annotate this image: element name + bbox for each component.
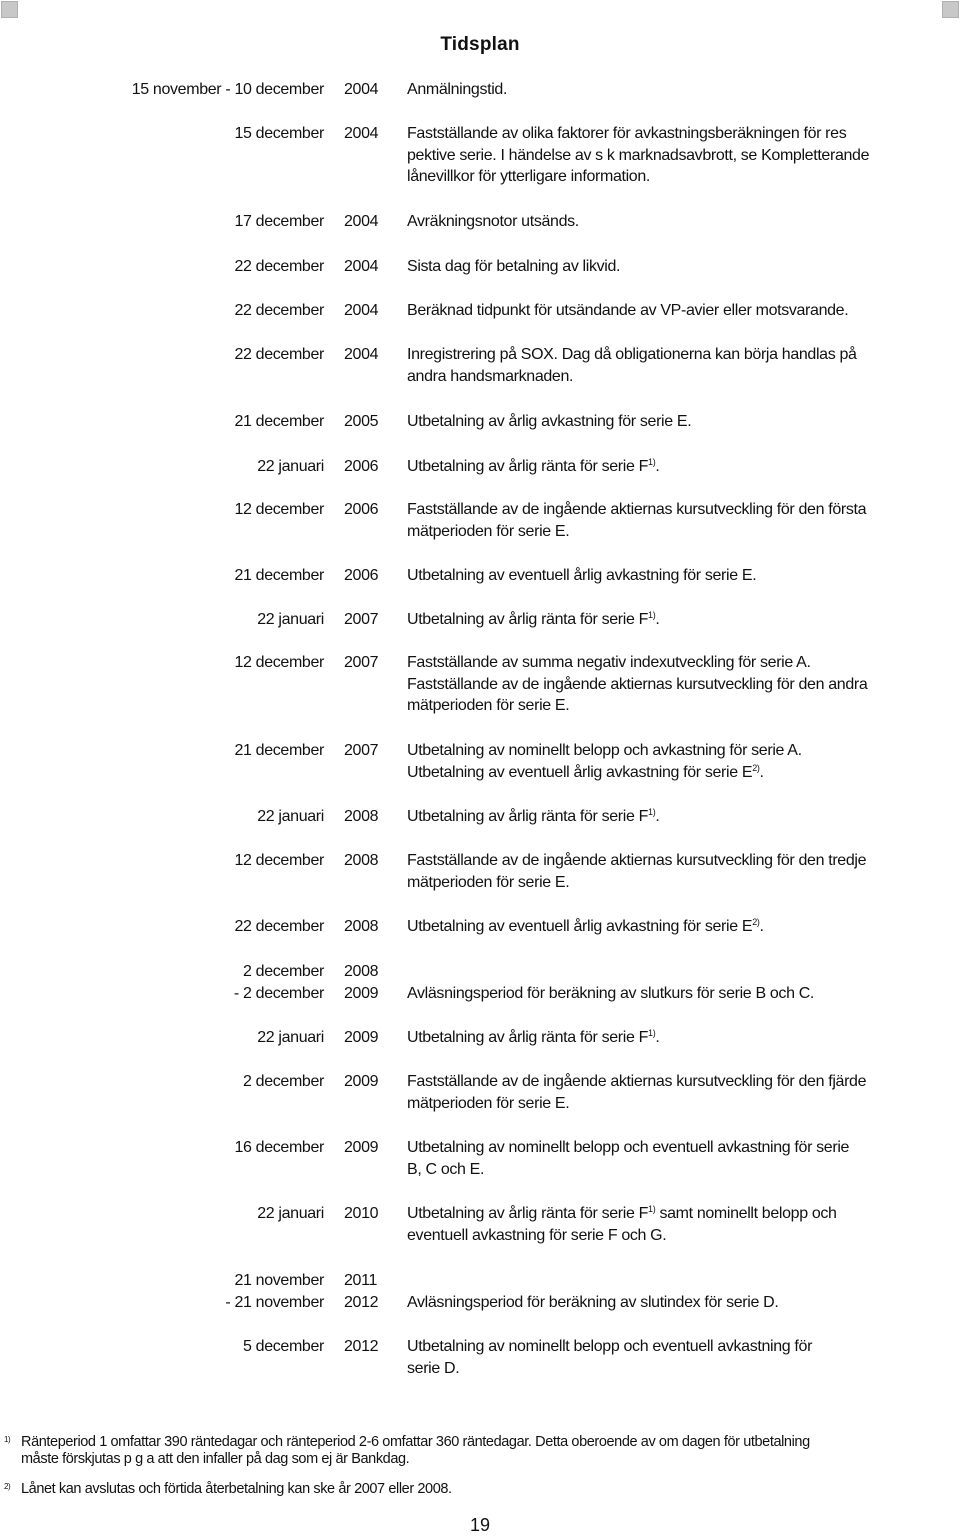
footnote-mark: 2) xyxy=(4,1482,11,1491)
schedule-description xyxy=(407,1071,960,1114)
schedule-date xyxy=(100,300,324,322)
description-text: andra handsmarknaden. xyxy=(407,367,574,385)
description-text: Utbetalning av nominellt belopp och eventuell avkastning för xyxy=(407,1338,813,1355)
date-line: 12 december xyxy=(234,852,324,869)
schedule-description xyxy=(407,565,960,587)
description-text: mätperioden för serie E. xyxy=(407,522,570,540)
schedule-year xyxy=(344,1137,378,1159)
schedule-year xyxy=(344,344,378,366)
description-line xyxy=(407,565,960,587)
description-line xyxy=(407,740,960,762)
year-line: 2004 xyxy=(344,346,379,363)
description-text xyxy=(407,963,411,980)
date-line: 22 december xyxy=(234,258,324,275)
schedule-year xyxy=(344,211,378,233)
schedule-description xyxy=(407,916,960,938)
description-line xyxy=(407,1159,960,1181)
description-line xyxy=(407,1071,960,1093)
schedule-date xyxy=(100,740,324,762)
schedule-year xyxy=(344,300,378,322)
date-line: 16 december xyxy=(234,1139,324,1156)
description-text: Inregistrering på SOX. Dag då obligationerna kan börja handlas på xyxy=(407,346,857,363)
description-line xyxy=(407,1137,960,1159)
schedule-description xyxy=(407,1270,960,1313)
date-line: 21 december xyxy=(234,413,324,430)
year-line: 2009 xyxy=(344,1073,379,1090)
schedule-date xyxy=(100,499,324,521)
description-tail: . xyxy=(655,1029,660,1046)
schedule-description xyxy=(407,1203,960,1246)
description-text xyxy=(407,1272,411,1289)
year-line: 2004 xyxy=(344,302,379,319)
year-line: 2006 xyxy=(344,458,379,475)
year-line: 2008 xyxy=(344,852,379,869)
year-line: 2008 xyxy=(344,918,379,935)
description-text: Fastställande av olika faktorer för avkastningsberäkningen för res xyxy=(407,125,847,142)
description-line xyxy=(407,983,960,1005)
footnote-reference: 1) xyxy=(648,610,656,620)
description-line xyxy=(407,1292,960,1314)
schedule-description xyxy=(407,806,960,828)
description-text: Avläsningsperiod för beräkning av slutindex för serie D. xyxy=(407,1293,779,1311)
schedule-description xyxy=(407,344,960,387)
schedule-year xyxy=(344,652,378,674)
schedule-description xyxy=(407,300,960,322)
description-text: Utbetalning av årlig ränta för serie F xyxy=(407,1029,649,1046)
year-line: 2004 xyxy=(344,213,379,230)
year-line: 2011 xyxy=(344,1272,378,1289)
schedule-date xyxy=(100,123,324,145)
year-line: 2010 xyxy=(344,1205,379,1222)
year-line: 2009 xyxy=(344,1139,379,1156)
description-line xyxy=(407,256,960,278)
description-line xyxy=(407,123,960,145)
schedule-date xyxy=(100,1336,324,1358)
schedule-description xyxy=(407,1336,960,1379)
description-tail: . xyxy=(655,611,660,628)
description-line xyxy=(407,762,960,784)
footnote-line: måste förskjutas p g a att den infaller på dag som ej är Bankdag. xyxy=(21,1451,410,1467)
description-line xyxy=(407,806,960,828)
schedule-description xyxy=(407,1027,960,1049)
year-line: 2012 xyxy=(344,1293,379,1311)
description-tail: samt nominellt belopp och xyxy=(655,1205,837,1222)
footnote-reference: 1) xyxy=(648,457,656,467)
year-line: 2006 xyxy=(344,501,379,518)
description-line xyxy=(407,609,960,631)
schedule-description xyxy=(407,499,960,542)
schedule-description xyxy=(407,961,960,1004)
description-line xyxy=(407,79,960,101)
corner-marker-left xyxy=(1,1,18,18)
footnote-text xyxy=(21,1481,960,1498)
schedule-description xyxy=(407,740,960,783)
date-line: 12 december xyxy=(234,654,324,671)
description-text: Anmälningstid. xyxy=(407,81,508,98)
date-line: 22 januari xyxy=(257,1205,324,1222)
schedule-year xyxy=(344,1203,378,1225)
date-line: 17 december xyxy=(234,213,324,230)
description-text: Sista dag för betalning av likvid. xyxy=(407,258,621,275)
date-line: 22 januari xyxy=(257,1029,324,1046)
date-line: - 21 november xyxy=(225,1293,324,1311)
footnote-reference: 2) xyxy=(752,917,760,927)
description-text: mätperioden för serie E. xyxy=(407,1094,570,1112)
year-line: 2007 xyxy=(344,654,379,671)
schedule-date xyxy=(100,344,324,366)
schedule-year xyxy=(344,850,378,872)
description-line xyxy=(407,916,960,938)
description-text: mätperioden för serie E. xyxy=(407,697,570,714)
schedule-date xyxy=(100,411,324,433)
description-line xyxy=(407,961,960,983)
description-text: Utbetalning av eventuell årlig avkastning för serie E. xyxy=(407,567,757,584)
description-text: Utbetalning av nominellt belopp och eventuell avkastning för serie xyxy=(407,1139,850,1156)
description-text: Utbetalning av eventuell årlig avkastning för serie E xyxy=(407,918,753,935)
corner-marker-right xyxy=(942,1,959,18)
footnote-reference: 2) xyxy=(752,762,760,773)
schedule-year xyxy=(344,609,378,631)
schedule-year xyxy=(344,1071,378,1093)
date-line: 2 december xyxy=(243,1073,324,1090)
date-line: 22 december xyxy=(234,918,324,935)
description-tail: . xyxy=(655,458,660,475)
description-text: Fastställande av de ingående aktiernas kursutveckling för den andra xyxy=(407,675,868,693)
description-line xyxy=(407,1027,960,1049)
footnote-line: Ränteperiod 1 omfattar 390 räntedagar och ränteperiod 2-6 omfattar 360 räntedagar. Detta oberoende av om dagen för utbetalning xyxy=(21,1434,810,1450)
schedule-year xyxy=(344,565,378,587)
date-line: 12 december xyxy=(234,501,324,518)
schedule-date xyxy=(100,1071,324,1093)
schedule-description xyxy=(407,1137,960,1180)
schedule-date xyxy=(100,652,324,674)
description-line xyxy=(407,1336,960,1358)
description-text: Fastställande av de ingående aktiernas kursutveckling för den fjärde xyxy=(407,1073,867,1090)
year-line: 2009 xyxy=(344,1029,379,1046)
description-text: Utbetalning av årlig ränta för serie F xyxy=(407,808,649,825)
schedule-year xyxy=(344,1027,378,1049)
description-line xyxy=(407,300,960,322)
schedule-date xyxy=(100,1203,324,1225)
description-line xyxy=(407,872,960,894)
description-line xyxy=(407,456,960,478)
schedule-description xyxy=(407,411,960,433)
schedule-year xyxy=(344,499,378,521)
date-line: 21 december xyxy=(234,567,324,584)
description-line xyxy=(407,674,960,696)
date-line: 15 december xyxy=(234,125,324,142)
schedule-description xyxy=(407,850,960,893)
schedule-date xyxy=(100,1027,324,1049)
schedule-date xyxy=(100,79,324,101)
description-text: Avräkningsnotor utsänds. xyxy=(407,213,579,230)
description-line xyxy=(407,1225,960,1247)
footnote-reference: 1) xyxy=(648,807,656,817)
schedule-year xyxy=(344,961,378,1004)
description-text: Utbetalning av årlig ränta för serie F xyxy=(407,611,649,628)
schedule-description xyxy=(407,79,960,101)
year-line: 2007 xyxy=(344,742,379,759)
date-line: 2 december xyxy=(243,963,324,980)
description-text: Utbetalning av nominellt belopp och avkastning för serie A. xyxy=(407,742,802,759)
date-line: 5 december xyxy=(243,1338,324,1355)
footnote-reference: 1) xyxy=(648,1204,656,1214)
schedule-year xyxy=(344,256,378,278)
year-line: 2004 xyxy=(344,81,379,98)
description-line xyxy=(407,652,960,674)
description-text: Avläsningsperiod för beräkning av slutkurs för serie B och C. xyxy=(407,984,815,1002)
description-text: Fastställande av de ingående aktiernas kursutveckling för den första xyxy=(407,501,867,518)
page-title xyxy=(0,34,960,56)
date-line: 15 november - 10 december xyxy=(131,81,324,98)
schedule-date xyxy=(100,961,324,1004)
schedule-description xyxy=(407,256,960,278)
schedule-year xyxy=(344,123,378,145)
footnote-text xyxy=(21,1434,960,1468)
description-line xyxy=(407,145,960,167)
description-line xyxy=(407,850,960,872)
year-line: 2008 xyxy=(344,808,379,825)
schedule-description xyxy=(407,609,960,631)
year-line: 2006 xyxy=(344,567,379,584)
description-line xyxy=(407,695,960,717)
schedule-year xyxy=(344,740,378,762)
description-line xyxy=(407,1203,960,1225)
schedule-description xyxy=(407,652,960,717)
description-text: Utbetalning av årlig ränta för serie F xyxy=(407,1205,649,1222)
schedule-date xyxy=(100,211,324,233)
page-number: 19 xyxy=(469,1515,491,1535)
year-line: 2004 xyxy=(344,258,379,275)
description-text: B, C och E. xyxy=(407,1160,485,1178)
year-line: 2007 xyxy=(344,611,379,628)
description-line xyxy=(407,366,960,388)
schedule-date xyxy=(100,565,324,587)
description-text: Utbetalning av årlig avkastning för serie E. xyxy=(407,413,692,430)
description-tail: . xyxy=(655,808,660,825)
date-line: 21 december xyxy=(234,742,324,759)
footnote-line: Lånet kan avslutas och förtida återbetalning kan ske år 2007 eller 2008. xyxy=(21,1481,452,1497)
date-line: 22 januari xyxy=(257,808,324,825)
date-line: 22 januari xyxy=(257,611,324,628)
date-line: 21 november xyxy=(234,1272,324,1289)
description-text: Utbetalning av årlig ränta för serie F xyxy=(407,458,649,475)
description-line xyxy=(407,344,960,366)
schedule-date xyxy=(100,1270,324,1313)
description-line xyxy=(407,166,960,188)
date-line: 22 december xyxy=(234,302,324,319)
description-line xyxy=(407,521,960,543)
schedule-date xyxy=(100,806,324,828)
description-text: Fastställande av summa negativ indexutveckling för serie A. xyxy=(407,654,811,671)
description-text: Fastställande av de ingående aktiernas kursutveckling för den tredje xyxy=(407,852,867,869)
description-line xyxy=(407,1270,960,1292)
footnote-reference: 1) xyxy=(648,1028,656,1038)
schedule-year xyxy=(344,806,378,828)
schedule-year xyxy=(344,411,378,433)
year-line: 2005 xyxy=(344,413,379,430)
year-line: 2008 xyxy=(344,963,379,980)
schedule-year xyxy=(344,1336,378,1358)
schedule-date xyxy=(100,456,324,478)
year-line: 2009 xyxy=(344,984,379,1002)
schedule-description xyxy=(407,456,960,478)
description-text: pektive serie. I händelse av s k marknadsavbrott, se Kompletterande xyxy=(407,146,870,164)
schedule-year xyxy=(344,79,378,101)
date-line: - 2 december xyxy=(233,984,324,1002)
schedule-date xyxy=(100,609,324,631)
year-line: 2012 xyxy=(344,1338,379,1355)
description-text: serie D. xyxy=(407,1359,460,1377)
footnote-mark: 1) xyxy=(4,1435,11,1444)
description-line xyxy=(407,499,960,521)
description-text: mätperioden för serie E. xyxy=(407,873,570,891)
description-line xyxy=(407,1358,960,1380)
schedule-description xyxy=(407,123,960,188)
description-tail: . xyxy=(759,763,764,781)
schedule-description xyxy=(407,211,960,233)
description-text: eventuell avkastning för serie F och G. xyxy=(407,1226,667,1244)
schedule-year xyxy=(344,1270,378,1313)
date-line: 22 december xyxy=(234,346,324,363)
description-text: Utbetalning av eventuell årlig avkastning för serie E xyxy=(407,763,753,781)
description-line xyxy=(407,411,960,433)
description-text: lånevillkor för ytterligare information. xyxy=(407,168,650,185)
description-tail: . xyxy=(759,918,764,935)
schedule-date xyxy=(100,916,324,938)
page-title-text: Tidsplan xyxy=(440,34,520,55)
year-line: 2004 xyxy=(344,125,379,142)
schedule-date xyxy=(100,256,324,278)
description-line xyxy=(407,1093,960,1115)
date-line: 22 januari xyxy=(257,458,324,475)
description-text: Beräknad tidpunkt för utsändande av VP-avier eller motsvarande. xyxy=(407,302,849,319)
schedule-date xyxy=(100,850,324,872)
schedule-year xyxy=(344,916,378,938)
description-line xyxy=(407,211,960,233)
schedule-year xyxy=(344,456,378,478)
schedule-date xyxy=(100,1137,324,1159)
